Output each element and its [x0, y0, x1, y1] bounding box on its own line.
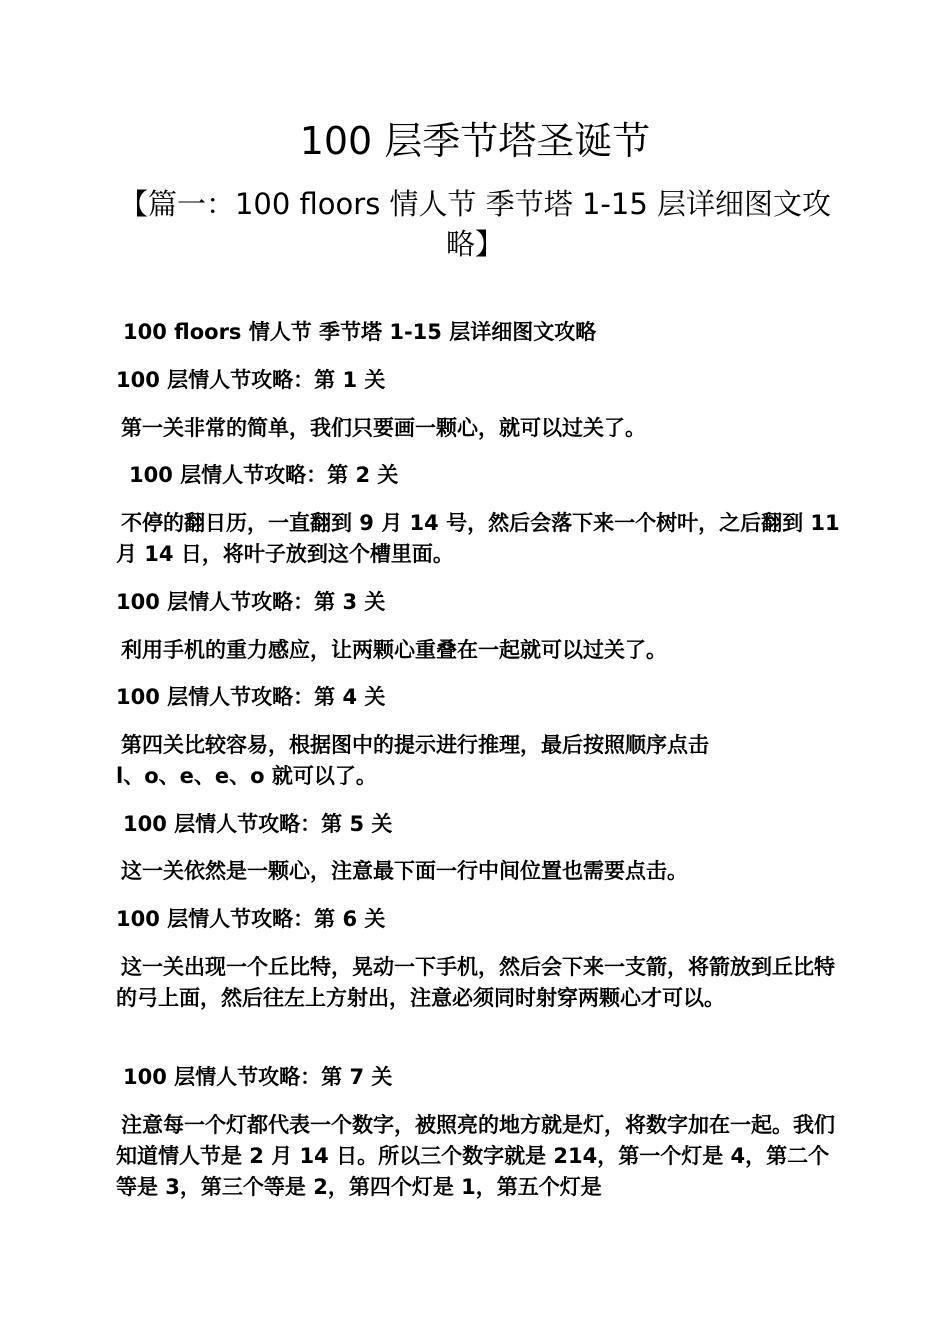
level-7-heading: 100 层情人节攻略：第 7 关 [123, 1065, 393, 1089]
level-2-text: 不停的翻日历，一直翻到 9 月 14 号，然后会落下来一个树叶，之后翻到 11 月 14 日，将叶子放到这个槽里面。 [116, 511, 840, 566]
document-title: 100 层季节塔圣诞节 [299, 119, 651, 163]
level-1-heading: 100 层情人节攻略：第 1 关 [116, 368, 386, 392]
document-subtitle: 【篇一：100 floors 情人节 季节塔 1-15 层详细图文攻略】 [118, 187, 832, 261]
level-3-heading: 100 层情人节攻略：第 3 关 [116, 590, 386, 614]
level-7-text: 注意每一个灯都代表一个数字，被照亮的地方就是灯，将数字加在一起。我们知道情人节是 2 月 14 日。所以三个数字就是 214，第一个灯是 4，第二个等是 3，第三个等是 2，第四个灯是 1，第五个灯是 [116, 1113, 835, 1199]
level-3-text: 利用手机的重力感应，让两颗心重叠在一起就可以过关了。 [121, 638, 667, 662]
level-4-heading: 100 层情人节攻略：第 4 关 [116, 685, 386, 709]
level-5-heading: 100 层情人节攻略：第 5 关 [123, 812, 393, 836]
paragraph-heading: 100 floors 情人节 季节塔 1-15 层详细图文攻略 [123, 320, 597, 344]
level-6-heading: 100 层情人节攻略：第 6 关 [116, 907, 386, 931]
level-1-text: 第一关非常的简单，我们只要画一颗心，就可以过关了。 [121, 416, 646, 440]
level-5-text: 这一关依然是一颗心，注意最下面一行中间位置也需要点击。 [121, 859, 688, 883]
level-2-heading: 100 层情人节攻略：第 2 关 [129, 463, 399, 487]
level-4-text-line-2: l、o、e、e、o 就可以了。 [116, 764, 377, 788]
level-6-text: 这一关出现一个丘比特，晃动一下手机，然后会下来一支箭，将箭放到丘比特的弓上面，然后往左上方射出，注意必须同时射穿两颗心才可以。 [116, 955, 835, 1010]
level-4-text-line-1: 第四关比较容易，根据图中的提示进行推理，最后按照顺序点击 [121, 733, 709, 757]
